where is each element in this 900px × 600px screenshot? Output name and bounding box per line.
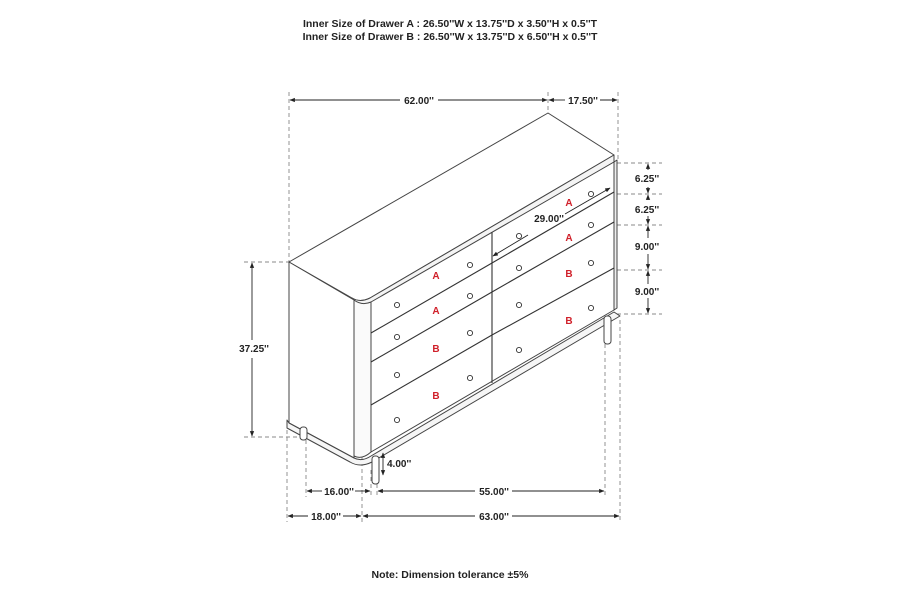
drawer-label-left-2: A xyxy=(432,306,440,317)
dim-overall-height: 37.25'' xyxy=(239,344,269,355)
dim-drawer-height-4: 9.00'' xyxy=(634,287,660,298)
dresser-body xyxy=(287,113,620,484)
dim-base-width: 63.00'' xyxy=(479,512,509,523)
dim-drawer-height-2: 6.25'' xyxy=(634,205,660,216)
dim-top-width: 62.00'' xyxy=(404,96,434,107)
drawer-a-inner-size: Inner Size of Drawer A : 26.50''W x 13.75''D x 3.50''H x 0.5''T xyxy=(302,18,598,30)
dim-drawer-width: 29.00'' xyxy=(534,214,564,225)
drawer-label-left-1: A xyxy=(432,271,440,282)
dim-base-depth: 18.00'' xyxy=(311,512,341,523)
dim-leg-span-width: 55.00'' xyxy=(479,487,509,498)
dim-drawer-height-3: 9.00'' xyxy=(634,242,660,253)
dim-leg-height: 4.00'' xyxy=(387,459,412,470)
drawer-label-right-3: B xyxy=(565,269,573,280)
dim-top-depth: 17.50'' xyxy=(568,96,598,107)
drawer-label-right-4: B xyxy=(565,316,573,327)
tolerance-note: Note: Dimension tolerance ±5% xyxy=(371,569,529,581)
drawer-label-right-1: A xyxy=(565,198,573,209)
drawer-label-left-4: B xyxy=(432,391,440,402)
dim-drawer-height-1: 6.25'' xyxy=(634,174,660,185)
dim-leg-span-depth: 16.00'' xyxy=(324,487,354,498)
drawer-label-left-3: B xyxy=(432,344,440,355)
drawer-b-inner-size: Inner Size of Drawer B : 26.50''W x 13.75''D x 6.50''H x 0.5''T xyxy=(302,31,598,43)
drawer-label-right-2: A xyxy=(565,233,573,244)
